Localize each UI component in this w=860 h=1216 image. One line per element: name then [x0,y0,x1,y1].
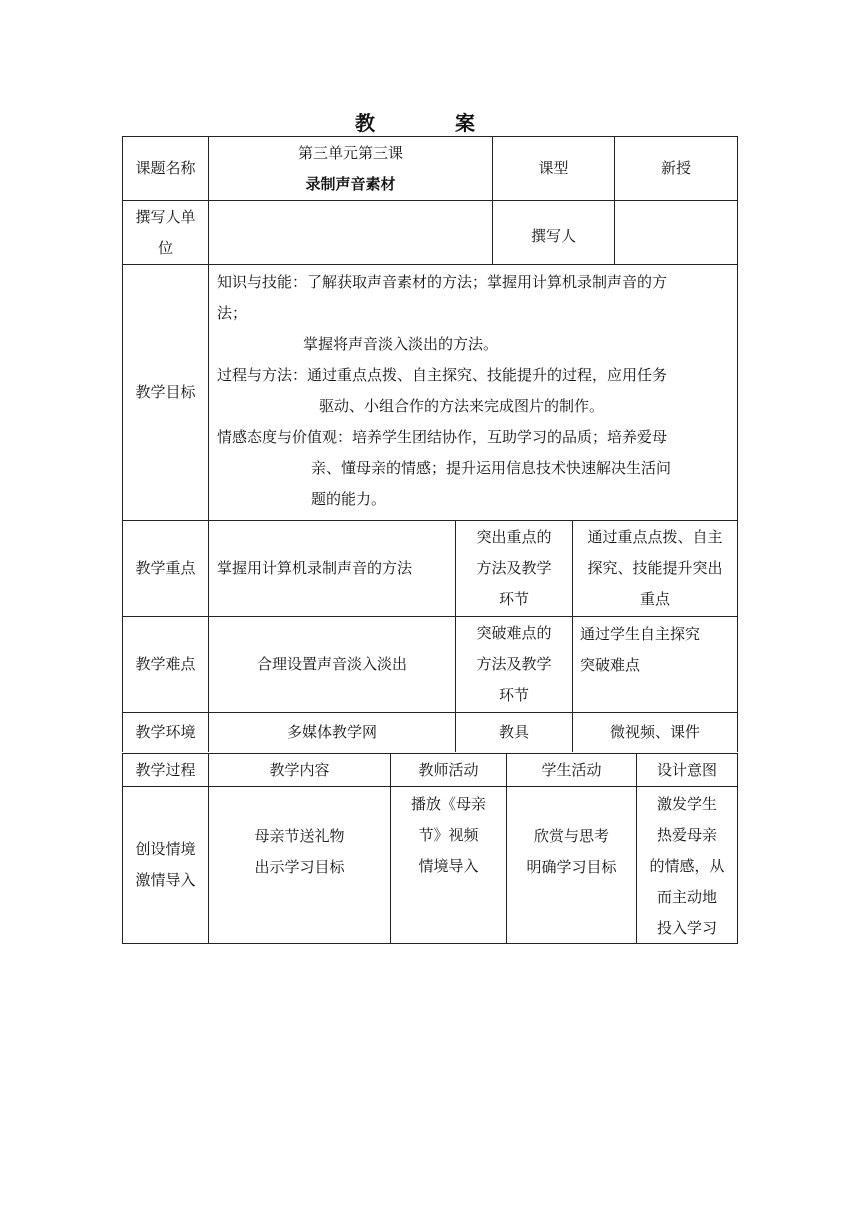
text-line: 热爱母亲 [656,826,717,844]
lesson-type-value: 新授 [615,137,738,200]
lesson-name-value [209,137,493,200]
text-line: 投入学习 [656,919,717,937]
text-line: 激发学生 [656,795,717,813]
difficulty-label: 教学难点 [123,617,209,712]
text-line: 出示学习目标 [254,858,345,876]
text-line: 情境导入 [418,857,479,875]
process-header-student: 学生活动 [507,754,637,786]
row-environment [122,712,738,752]
objective-line: 过程与方法：通过重点点拨、自主探究、技能提升的过程，应用任务 [217,366,668,384]
author-value [615,201,738,264]
row-process-header [122,753,738,786]
process-header-intent: 设计意图 [637,754,738,786]
lesson-topic: 录制声音素材 [305,174,396,193]
tools-label: 教具 [456,713,573,752]
row-process-1 [122,786,738,944]
row-lesson-name [122,136,738,200]
process-student [507,787,637,943]
text-line: 突破难点 [580,656,641,674]
text-line: 播放《母亲 [410,795,486,813]
objectives-text [209,265,738,520]
row-difficulty [122,616,738,712]
key-point-method-value [573,521,738,616]
text-line: 方法及教学 [476,559,552,577]
text-line: 而主动地 [656,888,717,906]
lesson-unit: 第三单元第三课 [297,143,403,162]
process-intent [637,787,738,943]
process-stage [123,787,209,943]
lesson-name-label: 课题名称 [123,137,209,200]
objective-line: 法； [217,304,248,322]
process-teacher [391,787,507,943]
page-title: 教 案 [355,111,505,135]
text-line: 明确学习目标 [526,858,617,876]
process-header-teacher: 教师活动 [391,754,507,786]
author-label: 撰写人 [493,201,615,264]
objective-line: 亲、懂母亲的情感；提升运用信息技术快速解决生活问 [311,459,672,477]
author-unit-label [123,201,209,264]
key-point-value: 掌握用计算机录制声音的方法 [209,521,456,616]
author-unit-value [209,201,493,264]
text-line: 重点 [639,590,670,608]
text-line: 母亲节送礼物 [254,827,345,845]
text-line: 环节 [498,686,529,704]
difficulty-method-value [573,617,738,712]
text-line: 激情导入 [135,871,196,889]
objective-line: 掌握将声音淡入淡出的方法。 [303,335,499,353]
text-line: 突出重点的 [476,528,552,546]
text-line: 创设情境 [135,840,196,858]
row-objectives [122,264,738,520]
difficulty-method-label [456,617,573,712]
text-line: 方法及教学 [476,655,552,673]
text-line: 探究、技能提升突出 [587,559,723,577]
text-line: 节》视频 [418,826,479,844]
objectives-label: 教学目标 [123,265,209,520]
row-key-point [122,520,738,616]
process-header-content: 教学内容 [209,754,391,786]
difficulty-value: 合理设置声音淡入淡出 [209,617,456,712]
author-unit-label-line: 撰写人单 [135,207,196,226]
environment-label: 教学环境 [123,713,209,752]
objective-line: 知识与技能：了解获取声音素材的方法；掌握用计算机录制声音的方 [217,273,668,291]
tools-value: 微视频、课件 [573,713,738,752]
environment-value: 多媒体教学网 [209,713,456,752]
text-line: 通过重点点拨、自主 [587,528,723,546]
objective-line: 题的能力。 [311,490,387,508]
process-content [209,787,391,943]
key-point-method-label [456,521,573,616]
text-line: 通过学生自主探究 [580,625,701,643]
text-line: 环节 [498,590,529,608]
row-author [122,200,738,264]
key-point-label: 教学重点 [123,521,209,616]
text-line: 欣赏与思考 [533,827,609,845]
author-unit-label-line: 位 [157,238,173,257]
text-line: 突破难点的 [476,624,552,642]
objective-line: 驱动、小组合作的方法来完成图片的制作。 [319,397,605,415]
lesson-type-label: 课型 [493,137,615,200]
objective-line: 情感态度与价值观：培养学生团结协作，互助学习的品质；培养爱母 [217,428,668,446]
text-line: 的情感，从 [649,857,725,875]
process-header-stage: 教学过程 [123,754,209,786]
